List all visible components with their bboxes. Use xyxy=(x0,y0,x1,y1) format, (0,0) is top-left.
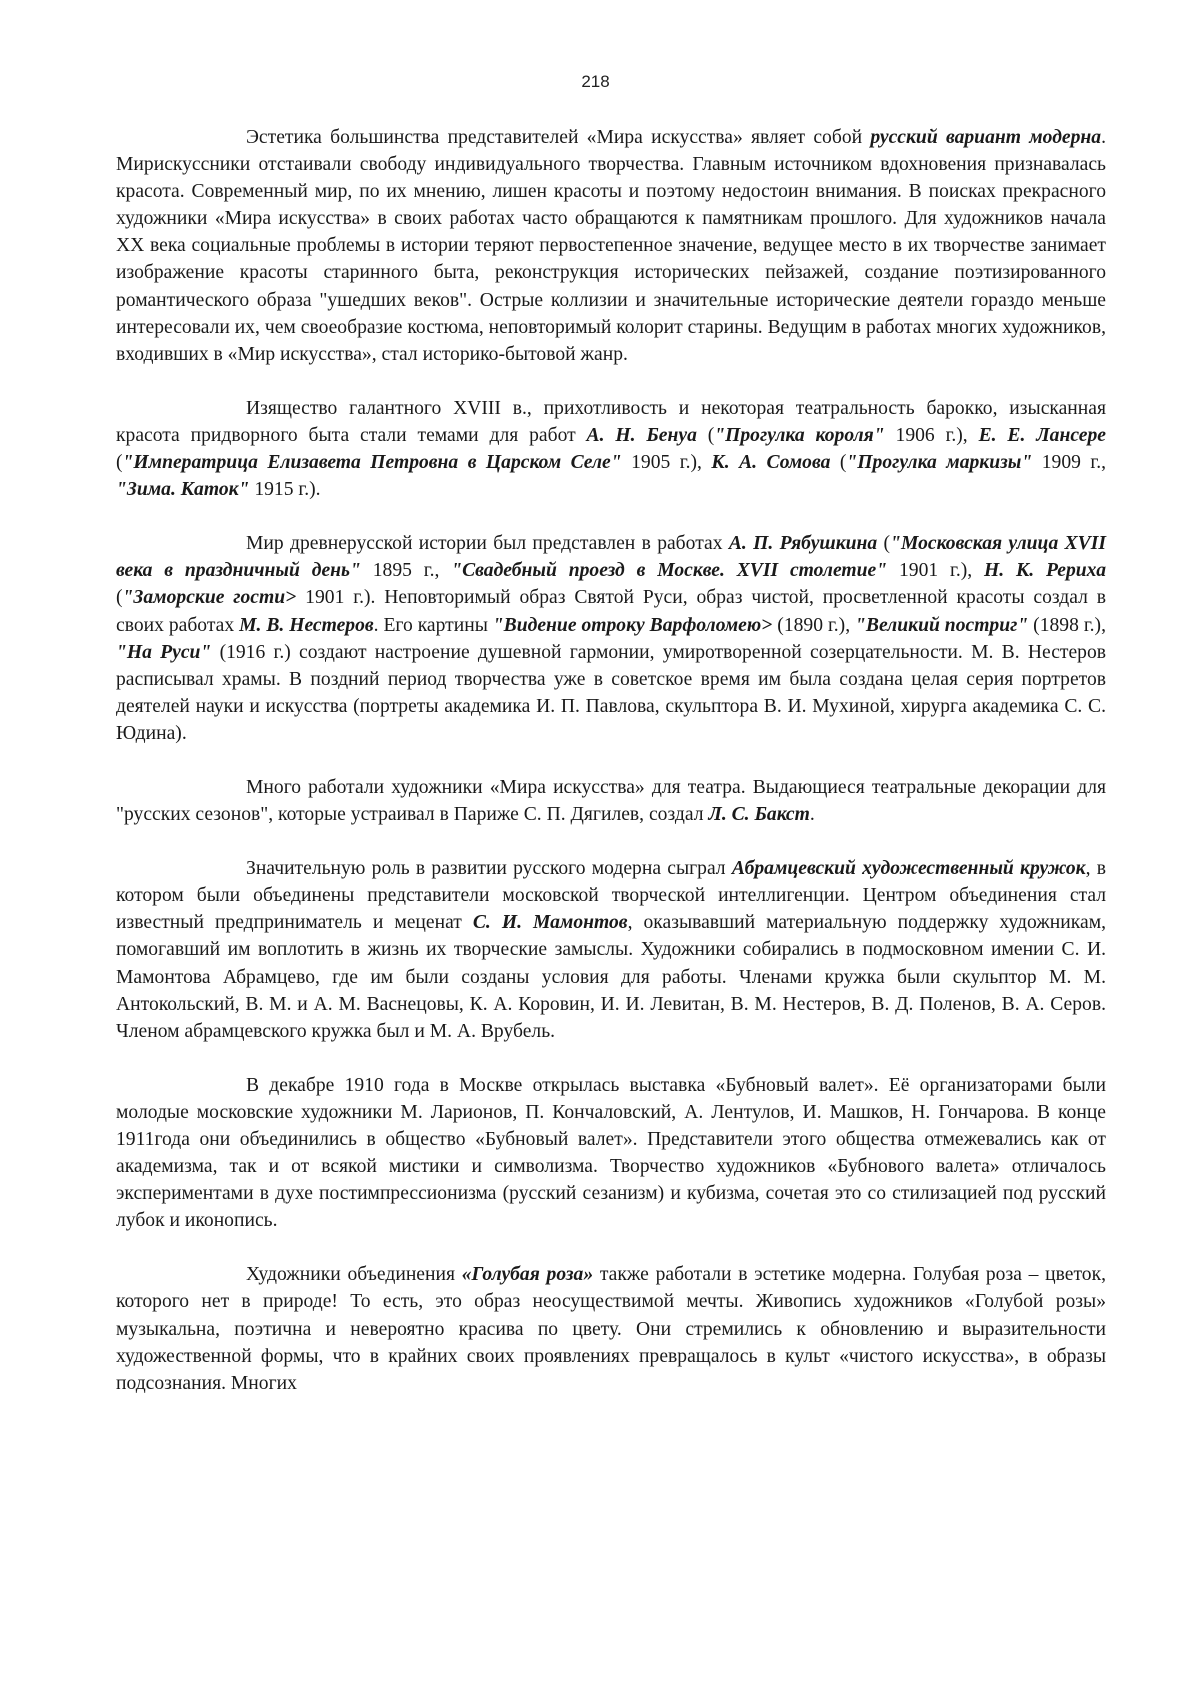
paragraph xyxy=(116,395,1106,503)
text-run: ( xyxy=(116,452,123,474)
emphasized-text: К. А. Сомова xyxy=(711,452,831,474)
text-run: также работали в эстетике модерна. Голубая роза – цветок, которого нет в природе! То есть, это образ неосуществимой мечты. Живопись художников «Голубой розы» музыкальна, поэтична и невероятно красива по цвету. Они стремились к обновлению и выразительности художественной формы, что в крайних своих проявлениях превращалось в культ «чистого искусства», в образы подсознания. Многих xyxy=(116,1264,1106,1394)
paragraph xyxy=(116,774,1106,828)
document-body xyxy=(116,124,1106,1397)
text-run: Изящество галантного XVIII в., прихотливость и некоторая театральность барокко, изысканная красота придворного быта стали темами для работ xyxy=(116,397,1106,446)
text-run: В декабре 1910 года в Москве открылась выставка «Бубновый валет». Её организаторами были молодые московские художники М. Ларионов, П. Кончаловский, А. Лентулов, И. Машков, Н. Гончарова. В конце 1911года они объединились в общество «Бубновый валет». Представители этого общества отмежевались как от академизма, так и от всякой мистики и символизма. Творчество художников «Бубнового валета» отличалось экспериментами в духе постимпрессионизма (русский сезанизм) и кубизма, сочетая это со стилизацией под русский лубок и иконопись. xyxy=(116,1074,1106,1232)
text-run: . Мирискуссники отстаивали свободу индивидуального творчества. Главным источником вдохновения признавалась красота. Современный мир, по их мнению, лишен красоты и поэтому недостоин внимания. В поисках прекрасного художники «Мира искусства» в своих работах часто обращаются к памятникам прошлого. Для художников начала XX века социальные проблемы в истории теряют первостепенное значение, ведущее место в их творчестве занимает изображение красоты старинного быта, реконструкция исторических пейзажей, создание поэтизированного романтического образа "ушедших веков". Острые коллизии и значительные исторические деятели гораздо меньше интересовали их, чем своеобразие костюма, неповторимый колорит старины. Ведущим в работах многих художников, входивших в «Мир искусства», стал историко-бытовой жанр. xyxy=(116,127,1106,365)
text-run: ( xyxy=(877,533,891,555)
text-run: ( xyxy=(830,452,847,474)
text-run: Значительную роль в развитии русского модерна сыграл xyxy=(246,858,732,880)
text-run: 1901 г.). Неповторимый образ Святой Руси, образ чистой, просветленной красоты создал в своих работах xyxy=(116,587,1106,636)
paragraph xyxy=(116,855,1106,1045)
text-run: 1909 г., xyxy=(1032,452,1107,474)
emphasized-text: А. П. Рябушкина xyxy=(728,533,878,555)
emphasized-text: «Голубая роза» xyxy=(461,1264,594,1286)
emphasized-text: Н. К. Рериха xyxy=(984,560,1106,582)
emphasized-text: "Прогулка короля" xyxy=(714,424,885,446)
emphasized-text: "Московская улица XVII века в праздничный день" xyxy=(116,533,1106,582)
emphasized-text: А. Н. Бенуа xyxy=(586,424,697,446)
emphasized-text: "На Руси" xyxy=(116,641,212,663)
text-run: (1898 г.), xyxy=(1028,614,1106,636)
emphasized-text: "Свадебный проезд в Москве. XVII столетие" xyxy=(451,560,888,582)
text-run: 1915 г.). xyxy=(249,479,321,501)
text-run: 1905 г.), xyxy=(621,452,712,474)
paragraph xyxy=(116,1072,1106,1235)
emphasized-text: М. В. Нестеров xyxy=(239,614,374,636)
text-run: . xyxy=(809,804,815,826)
text-run: Мир древнерусской истории был представлен в работах xyxy=(246,533,729,555)
text-run: Много работали художники «Мира искусства» для театра. Выдающиеся театральные декорации для "русских сезонов", которые устраивал в Париже С. П. Дягилев, создал xyxy=(116,776,1106,826)
paragraph xyxy=(116,1261,1106,1396)
emphasized-text: Абрамцевский художественный кружок xyxy=(731,858,1086,880)
emphasized-text: "Прогулка маркизы" xyxy=(846,452,1033,474)
text-run: Художники объединения xyxy=(246,1264,462,1286)
emphasized-text: русский вариант модерна xyxy=(870,127,1102,148)
emphasized-text: "Великий постриг" xyxy=(855,614,1029,636)
text-run: ( xyxy=(116,587,123,609)
text-run: , в котором были объединены представители московской творческой интеллигенции. Центром объединения стал известный предприниматель и меценат xyxy=(116,858,1106,934)
emphasized-text: "Зима. Каток" xyxy=(116,479,250,501)
emphasized-text: Л. С. Бакст xyxy=(708,804,810,826)
emphasized-text: С. И. Мамонтов xyxy=(472,912,628,934)
paragraph xyxy=(116,530,1106,747)
text-run: 1906 г.), xyxy=(884,424,979,446)
text-run: (1890 г.), xyxy=(772,614,856,636)
page-number: 218 xyxy=(581,72,610,91)
paragraph xyxy=(116,124,1106,368)
text-run: ( xyxy=(696,424,715,446)
text-run: 1895 г., xyxy=(360,560,452,582)
emphasized-text: "Императрица Елизавета Петровна в Царском Селе" xyxy=(122,452,622,474)
text-run: (1916 г.) создают настроение душевной гармонии, умиротворенной созерцательности. М. В. Нестеров расписывал храмы. В поздний период творчества уже в советское время им была создана целая серия портретов деятелей науки и искусства (портреты академика И. П. Павлова, скульптора В. И. Мухиной, хирурга академика С. С. Юдина). xyxy=(116,641,1106,744)
text-run: 1901 г.), xyxy=(887,560,984,582)
emphasized-text: "Заморские гости> xyxy=(122,587,297,609)
text-run: , оказывавший материальную поддержку художникам, помогавший им воплотить в жизнь их творческие замыслы. Художники собирались в подмосковном имении С. И. Мамонтова Абрамцево, где им были созданы условия для работы. Членами кружка были скульптор М. М. Антокольский, В. М. и А. М. Васнецовы, К. А. Коровин, И. И. Левитан, В. М. Нестеров, В. Д. Поленов, В. А. Серов. Членом абрамцевского кружка был и М. А. Врубель. xyxy=(116,912,1106,1042)
emphasized-text: Е. Е. Лансере xyxy=(978,424,1106,446)
text-run: . Его картины xyxy=(373,614,493,636)
emphasized-text: "Видение отроку Варфоломею> xyxy=(492,614,773,636)
text-run: Эстетика большинства представителей «Мира искусства» являет собой xyxy=(246,127,871,148)
